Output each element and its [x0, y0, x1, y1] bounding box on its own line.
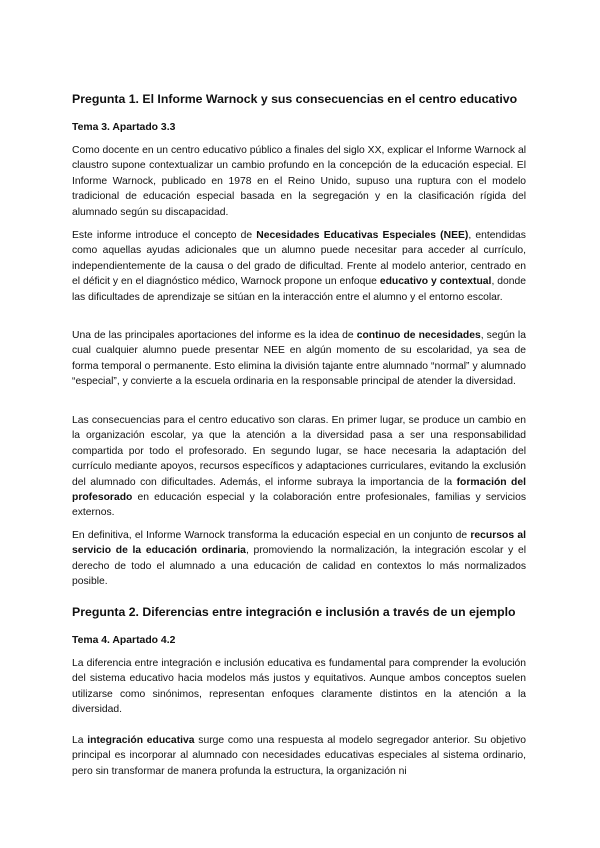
term-formacion-profesorado: formación del profesorado	[72, 476, 526, 504]
section-2-paragraph-2: La integración educativa surge como una respuesta al modelo segregador anterior. Su objetivo principal es incorporar al alumnado con necesidades educativas especiales al sistema ordinario, pero sin transformar de manera profunda la estructura, la organización ni	[72, 735, 526, 777]
section-1-paragraph-3: Una de las principales aportaciones del informe es la idea de continuo de necesidades, según la cual cualquier alumno puede presentar NEE en algún momento de su escolaridad, ya sea de forma temporal o permanente. Esto elimina la división tajante entre alumnado “normal” y alumnado “especial”, y convierte a la escuela ordinaria en la responsable principal de atender la diversidad.	[72, 330, 526, 388]
section-2-subtitle: Tema 4. Apartado 4.2	[72, 635, 176, 646]
term-educativo-contextual: educativo y contextual	[379, 276, 492, 288]
term-integracion-educativa: integración educativa	[87, 735, 195, 746]
section-2-title: Pregunta 2. Diferencias entre integración e inclusión a través de un ejemplo	[72, 605, 516, 619]
term-nee: Necesidades Educativas Especiales (NEE)	[256, 230, 469, 241]
term-continuo-necesidades: continuo de necesidades	[356, 330, 481, 341]
section-1-title: Pregunta 1. El Informe Warnock y sus consecuencias en el centro educativo	[72, 92, 518, 106]
section-1-paragraph-1: Como docente en un centro educativo público a finales del siglo XX, explicar el Informe Warnock al claustro supone contextualizar un cambio profundo en la concepción de la educación especial. El Informe Warnock, publicado en 1978 en el Reino Unido, supuso una ruptura con el modelo tradicional de educación especial basada en la segregación y en la clasificación rígida del alumnado según su discapacidad.	[72, 145, 526, 218]
section-1-paragraph-2: Este informe introduce el concepto de Necesidades Educativas Especiales (NEE), entendidas como aquellas ayudas adicionales que un alumno puede necesitar para acceder al currículo, independientemente de la causa o del grado de dificultad. Frente al modelo anterior, centrado en el déficit y en el diagnóstico médico, Warnock propone un enfoque educativo y contextual, donde las dificultades de aprendizaje se sitúan en la interacción entre el alumno y el entorno escolar.	[72, 230, 527, 303]
section-1-paragraph-5: En definitiva, el Informe Warnock transforma la educación especial en un conjunto de recursos al servicio de la educación ordinaria, promoviendo la normalización, la integración escolar y el derecho de todo el alumnado a una educación de calidad en contextos lo más normalizados posible.	[72, 530, 526, 588]
section-1-subtitle: Tema 3. Apartado 3.3	[72, 122, 176, 133]
section-1-paragraph-4: Las consecuencias para el centro educativo son claras. En primer lugar, se produce un cambio en la organización escolar, ya que la atención a la diversidad pasa a ser una responsabilidad compartida por todo el profesorado. En segundo lugar, se hace necesaria la adaptación del currículo mediante apoyos, recursos específicos y adaptaciones curriculares, evitando la exclusión del alumnado con dificultades. Además, el informe subraya la importancia de la formación del profesorado en educación especial y la colaboración entre profesionales, familias y servicios externos.	[72, 415, 526, 519]
term-recursos-servicio: recursos al servicio de la educación ordinaria	[72, 530, 526, 557]
section-2-paragraph-1: La diferencia entre integración e inclusión educativa es fundamental para comprender la evolución del sistema educativo hacia modelos más justos y equitativos. Aunque ambos conceptos suelen utilizarse como sinónimos, representan enfoques claramente distintos en la atención a la diversidad.	[72, 658, 526, 716]
